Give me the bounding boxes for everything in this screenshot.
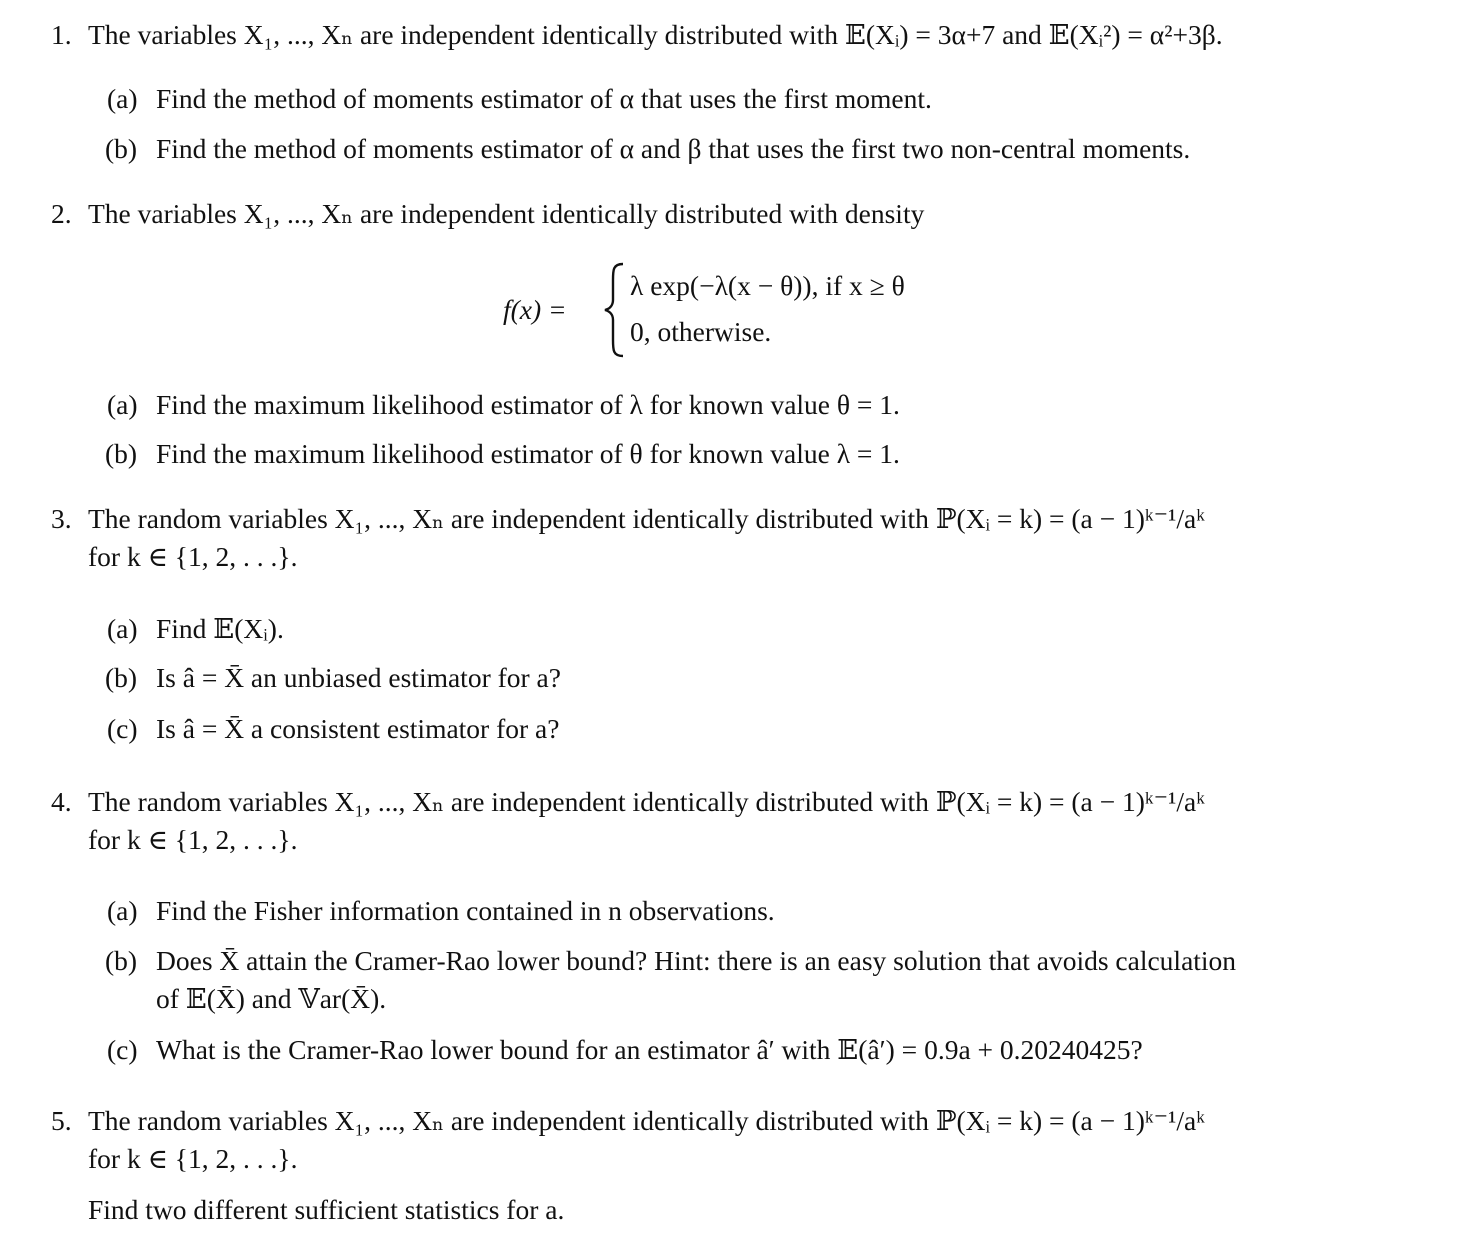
problem-4-stem-line-2: for k ∈ {1, 2, . . .}.	[88, 824, 298, 855]
problem-1b-label: (b)	[105, 133, 138, 164]
problem-2-number: 2.	[51, 198, 72, 229]
problem-3a-text: Find 𝔼(Xᵢ).	[156, 613, 284, 644]
problem-3a-label: (a)	[107, 613, 138, 644]
problem-3-stem-line-2: for k ∈ {1, 2, . . .}.	[88, 541, 298, 572]
problem-4-number: 4.	[51, 786, 72, 817]
problem-2-stem: The variables X₁, ..., Xₙ are independent identically distributed with density	[88, 198, 925, 229]
left-brace-icon	[603, 262, 625, 358]
problem-2a-label: (a)	[107, 389, 138, 420]
problem-2b-text: Find the maximum likelihood estimator of θ for known value λ = 1.	[156, 438, 900, 469]
problem-4-stem-line-1: The random variables X₁, ..., Xₙ are independent identically distributed with ℙ(Xᵢ = k) = (a − 1)ᵏ⁻¹/aᵏ	[88, 786, 1205, 817]
problem-4b-label: (b)	[105, 945, 138, 976]
problem-3-stem-line-1: The random variables X₁, ..., Xₙ are independent identically distributed with ℙ(Xᵢ = k) = (a − 1)ᵏ⁻¹/aᵏ	[88, 503, 1205, 534]
problem-5-tail: Find two different sufficient statistics for a.	[88, 1194, 565, 1225]
density-case-2: 0, otherwise.	[630, 316, 772, 347]
problem-2a-text: Find the maximum likelihood estimator of λ for known value θ = 1.	[156, 389, 900, 420]
problem-4b-text-line-2: of 𝔼(X̄) and 𝕍ar(X̄).	[156, 983, 387, 1014]
problem-4c-text: What is the Cramer-Rao lower bound for an estimator â′ with 𝔼(â′) = 0.9a + 0.20240425?	[156, 1034, 1143, 1065]
problem-3c-text: Is â = X̄ a consistent estimator for a?	[156, 713, 560, 744]
problem-4b-text-line-1: Does X̄ attain the Cramer-Rao lower bound? Hint: there is an easy solution that avoids calculation	[156, 945, 1237, 976]
problem-1a-label: (a)	[107, 83, 138, 114]
problem-5-stem-line-1: The random variables X₁, ..., Xₙ are independent identically distributed with ℙ(Xᵢ = k) = (a − 1)ᵏ⁻¹/aᵏ	[88, 1105, 1205, 1136]
problem-1-stem: The variables X₁, ..., Xₙ are independent identically distributed with 𝔼(Xᵢ) = 3α+7 and 𝔼(Xᵢ²) = α²+3β.	[88, 19, 1223, 50]
problem-3b-text: Is â = X̄ an unbiased estimator for a?	[156, 662, 561, 693]
problem-3-number: 3.	[51, 503, 72, 534]
density-case-1: λ exp(−λ(x − θ)), if x ≥ θ	[630, 270, 905, 301]
density-lhs: f(x) =	[503, 294, 567, 325]
problem-1b-text: Find the method of moments estimator of α and β that uses the first two non-central moments.	[156, 133, 1191, 164]
problem-4a-text: Find the Fisher information contained in n observations.	[156, 895, 775, 926]
problem-3b-label: (b)	[105, 662, 138, 693]
problem-1-number: 1.	[51, 19, 72, 50]
problem-3c-label: (c)	[107, 713, 138, 744]
problem-4a-label: (a)	[107, 895, 138, 926]
problem-1a-text: Find the method of moments estimator of α that uses the first moment.	[156, 83, 932, 114]
problem-5-stem-line-2: for k ∈ {1, 2, . . .}.	[88, 1143, 298, 1174]
problem-5-number: 5.	[51, 1105, 72, 1136]
problem-2b-label: (b)	[105, 438, 138, 469]
problem-4c-label: (c)	[107, 1034, 138, 1065]
